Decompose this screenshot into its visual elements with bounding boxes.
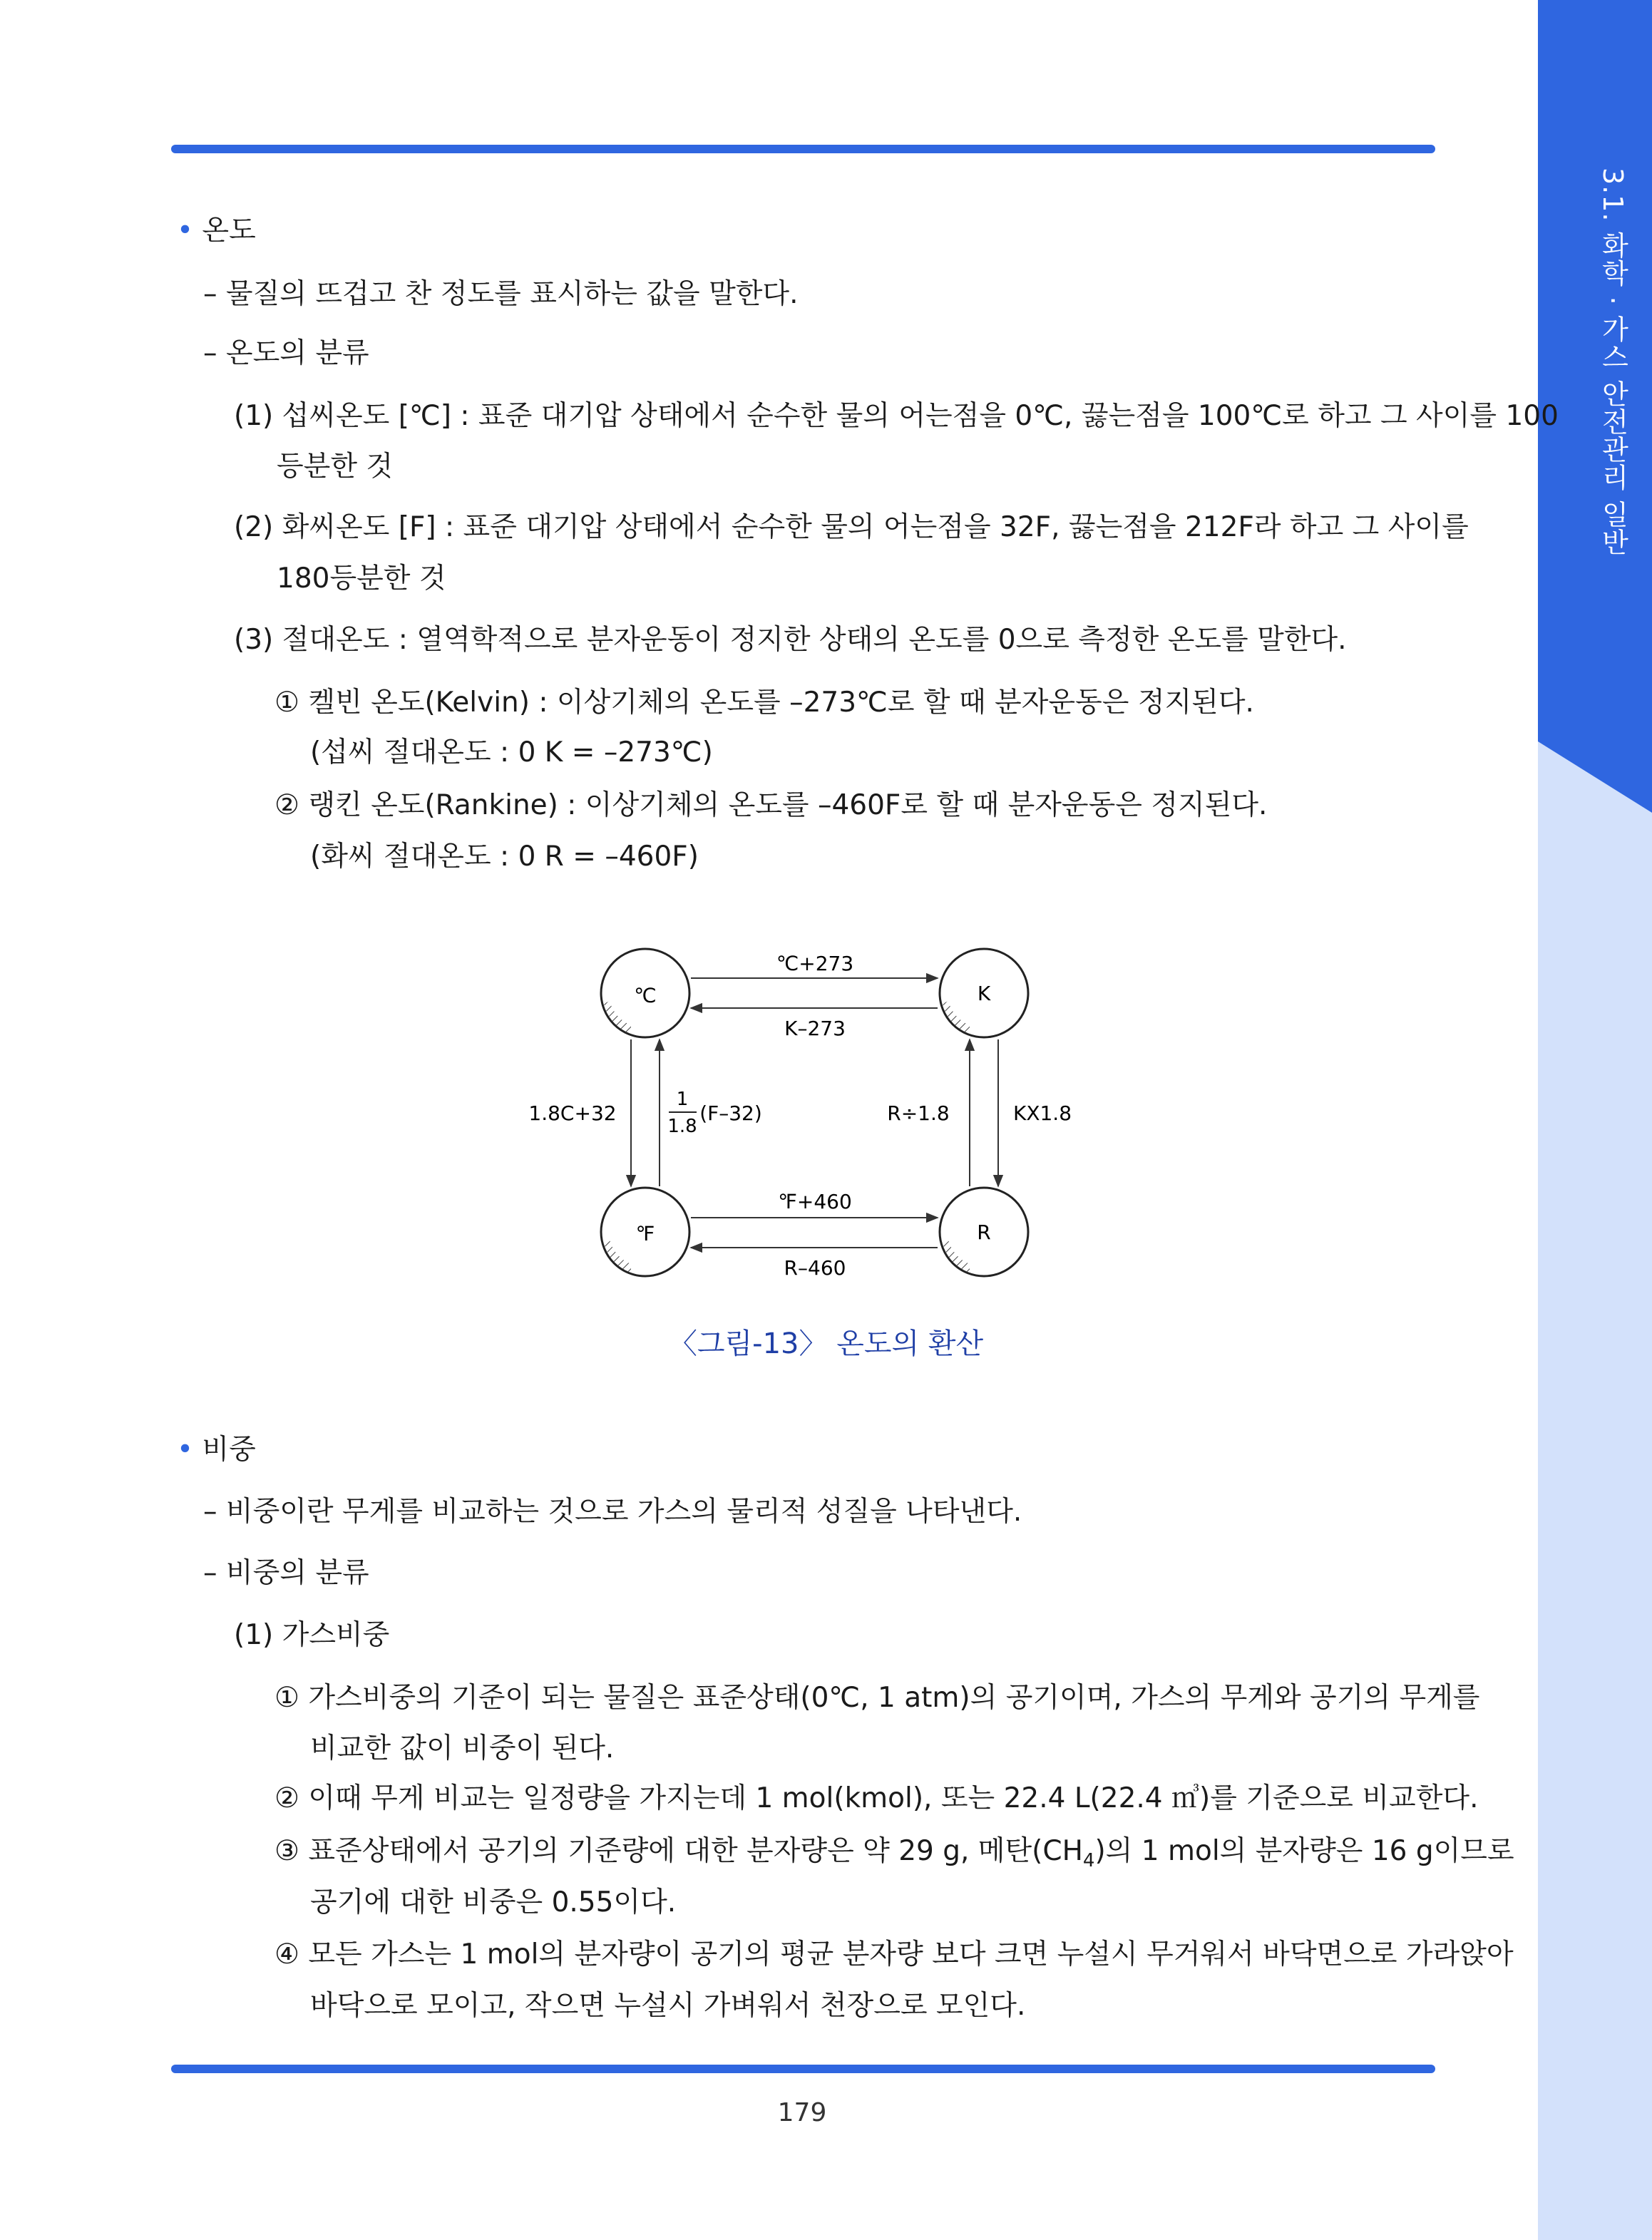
node-kelvin — [940, 949, 1028, 1037]
paragraph: (2) 화씨온도 [F] : 표준 대기압 상태에서 순수한 물의 어는점을 32F, 끓는점을 212F라 하고 그 사이를 — [234, 511, 1469, 543]
paragraph: 공기에 대한 비중은 0.55이다. — [310, 1886, 677, 1918]
node-label: ℉ — [635, 1222, 655, 1245]
bullet-icon: • — [177, 1434, 194, 1466]
label-f-to-c-numerator: 1 — [676, 1089, 689, 1110]
bullet-icon: • — [177, 215, 194, 247]
paragraph: 180등분한 것 — [277, 562, 446, 595]
paragraph: – 온도의 분류 — [203, 337, 369, 369]
paragraph: 비교한 값이 비중이 된다. — [310, 1732, 615, 1764]
text-run: ③ 표준상태에서 공기의 기준량에 대한 분자량은 약 29 g, 메탄(CH — [275, 1835, 1083, 1867]
chapter-label: 3.1. 화학 · 가스 안전관리 일반 — [1597, 168, 1628, 556]
heading-text: 비중 — [202, 1434, 256, 1466]
paragraph: (섭씨 절대온도 : 0 K = –273℃) — [310, 736, 713, 769]
node-label: R — [977, 1221, 991, 1244]
node-fahrenheit — [601, 1188, 689, 1276]
label-k-to-r: KX1.8 — [1012, 1101, 1072, 1125]
paragraph: ① 켈빈 온도(Kelvin) : 이상기체의 온도를 –273℃로 할 때 분자운동은 정지된다. — [275, 687, 1254, 719]
paragraph: ④ 모든 가스는 1 mol의 분자량이 공기의 평균 분자량 보다 크면 누설시 무거워서 바닥면으로 가라앉아 — [275, 1938, 1514, 1971]
paragraph: 바닥으로 모이고, 작으면 누설시 가벼워서 천장으로 모인다. — [310, 1990, 1026, 2022]
paragraph: (화씨 절대온도 : 0 R = –460F) — [310, 841, 699, 873]
paragraph: – 비중의 분류 — [203, 1557, 369, 1589]
section-heading-temperature — [177, 214, 256, 248]
label-k-to-c: K–273 — [784, 1017, 846, 1040]
top-rule — [171, 145, 1435, 153]
label-c-to-k: ℃+273 — [776, 952, 854, 975]
paragraph — [275, 1834, 1514, 1878]
label-f-to-c-expr: (F–32) — [699, 1101, 762, 1125]
paragraph: 등분한 것 — [277, 451, 394, 483]
paragraph: ② 이때 무게 비교는 일정량을 가지는데 1 mol(kmol), 또는 22.4 L(22.4 ㎥)를 기준으로 비교한다. — [275, 1782, 1479, 1814]
node-celsius — [601, 949, 689, 1037]
paragraph: – 비중이란 무게를 비교하는 것으로 가스의 물리적 성질을 나타낸다. — [203, 1496, 1022, 1528]
paragraph: ② 랭킨 온도(Rankine) : 이상기체의 온도를 –460F로 할 때 분자운동은 정지된다. — [275, 789, 1268, 821]
label-c-to-f: 1.8C+32 — [528, 1101, 617, 1125]
figure-caption: 〈그림-13〉 온도의 환산 — [668, 1327, 984, 1360]
text-run: )의 1 mol의 분자량은 16 g이므로 — [1094, 1835, 1514, 1867]
paragraph: – 물질의 뜨겁고 찬 정도를 표시하는 값을 말한다. — [203, 278, 799, 310]
label-f-to-r: ℉+460 — [778, 1190, 852, 1213]
subscript: 4 — [1082, 1849, 1095, 1871]
node-label: ℃ — [634, 984, 657, 1007]
paragraph: (3) 절대온도 : 열역학적으로 분자운동이 정지한 상태의 온도를 0으로 측정한 온도를 말한다. — [234, 624, 1347, 656]
heading-text: 온도 — [202, 215, 256, 247]
node-rankine — [940, 1188, 1028, 1276]
paragraph: (1) 가스비중 — [234, 1619, 390, 1651]
label-r-to-f: R–460 — [784, 1256, 846, 1280]
temperature-conversion-diagram — [524, 940, 1094, 1289]
section-heading-specific-gravity — [177, 1433, 256, 1467]
bottom-rule — [171, 2065, 1435, 2073]
page-number: 179 — [777, 2098, 827, 2127]
node-label: K — [977, 982, 991, 1005]
paragraph: ① 가스비중의 기준이 되는 물질은 표준상태(0℃, 1 atm)의 공기이며, 가스의 무게와 공기의 무게를 — [275, 1682, 1480, 1714]
paragraph: (1) 섭씨온도 [℃] : 표준 대기압 상태에서 순수한 물의 어는점을 0℃, 끓는점을 100℃로 하고 그 사이를 100 — [234, 400, 1559, 432]
label-f-to-c-denominator: 1.8 — [667, 1116, 697, 1137]
label-r-to-k: R÷1.8 — [887, 1101, 950, 1125]
